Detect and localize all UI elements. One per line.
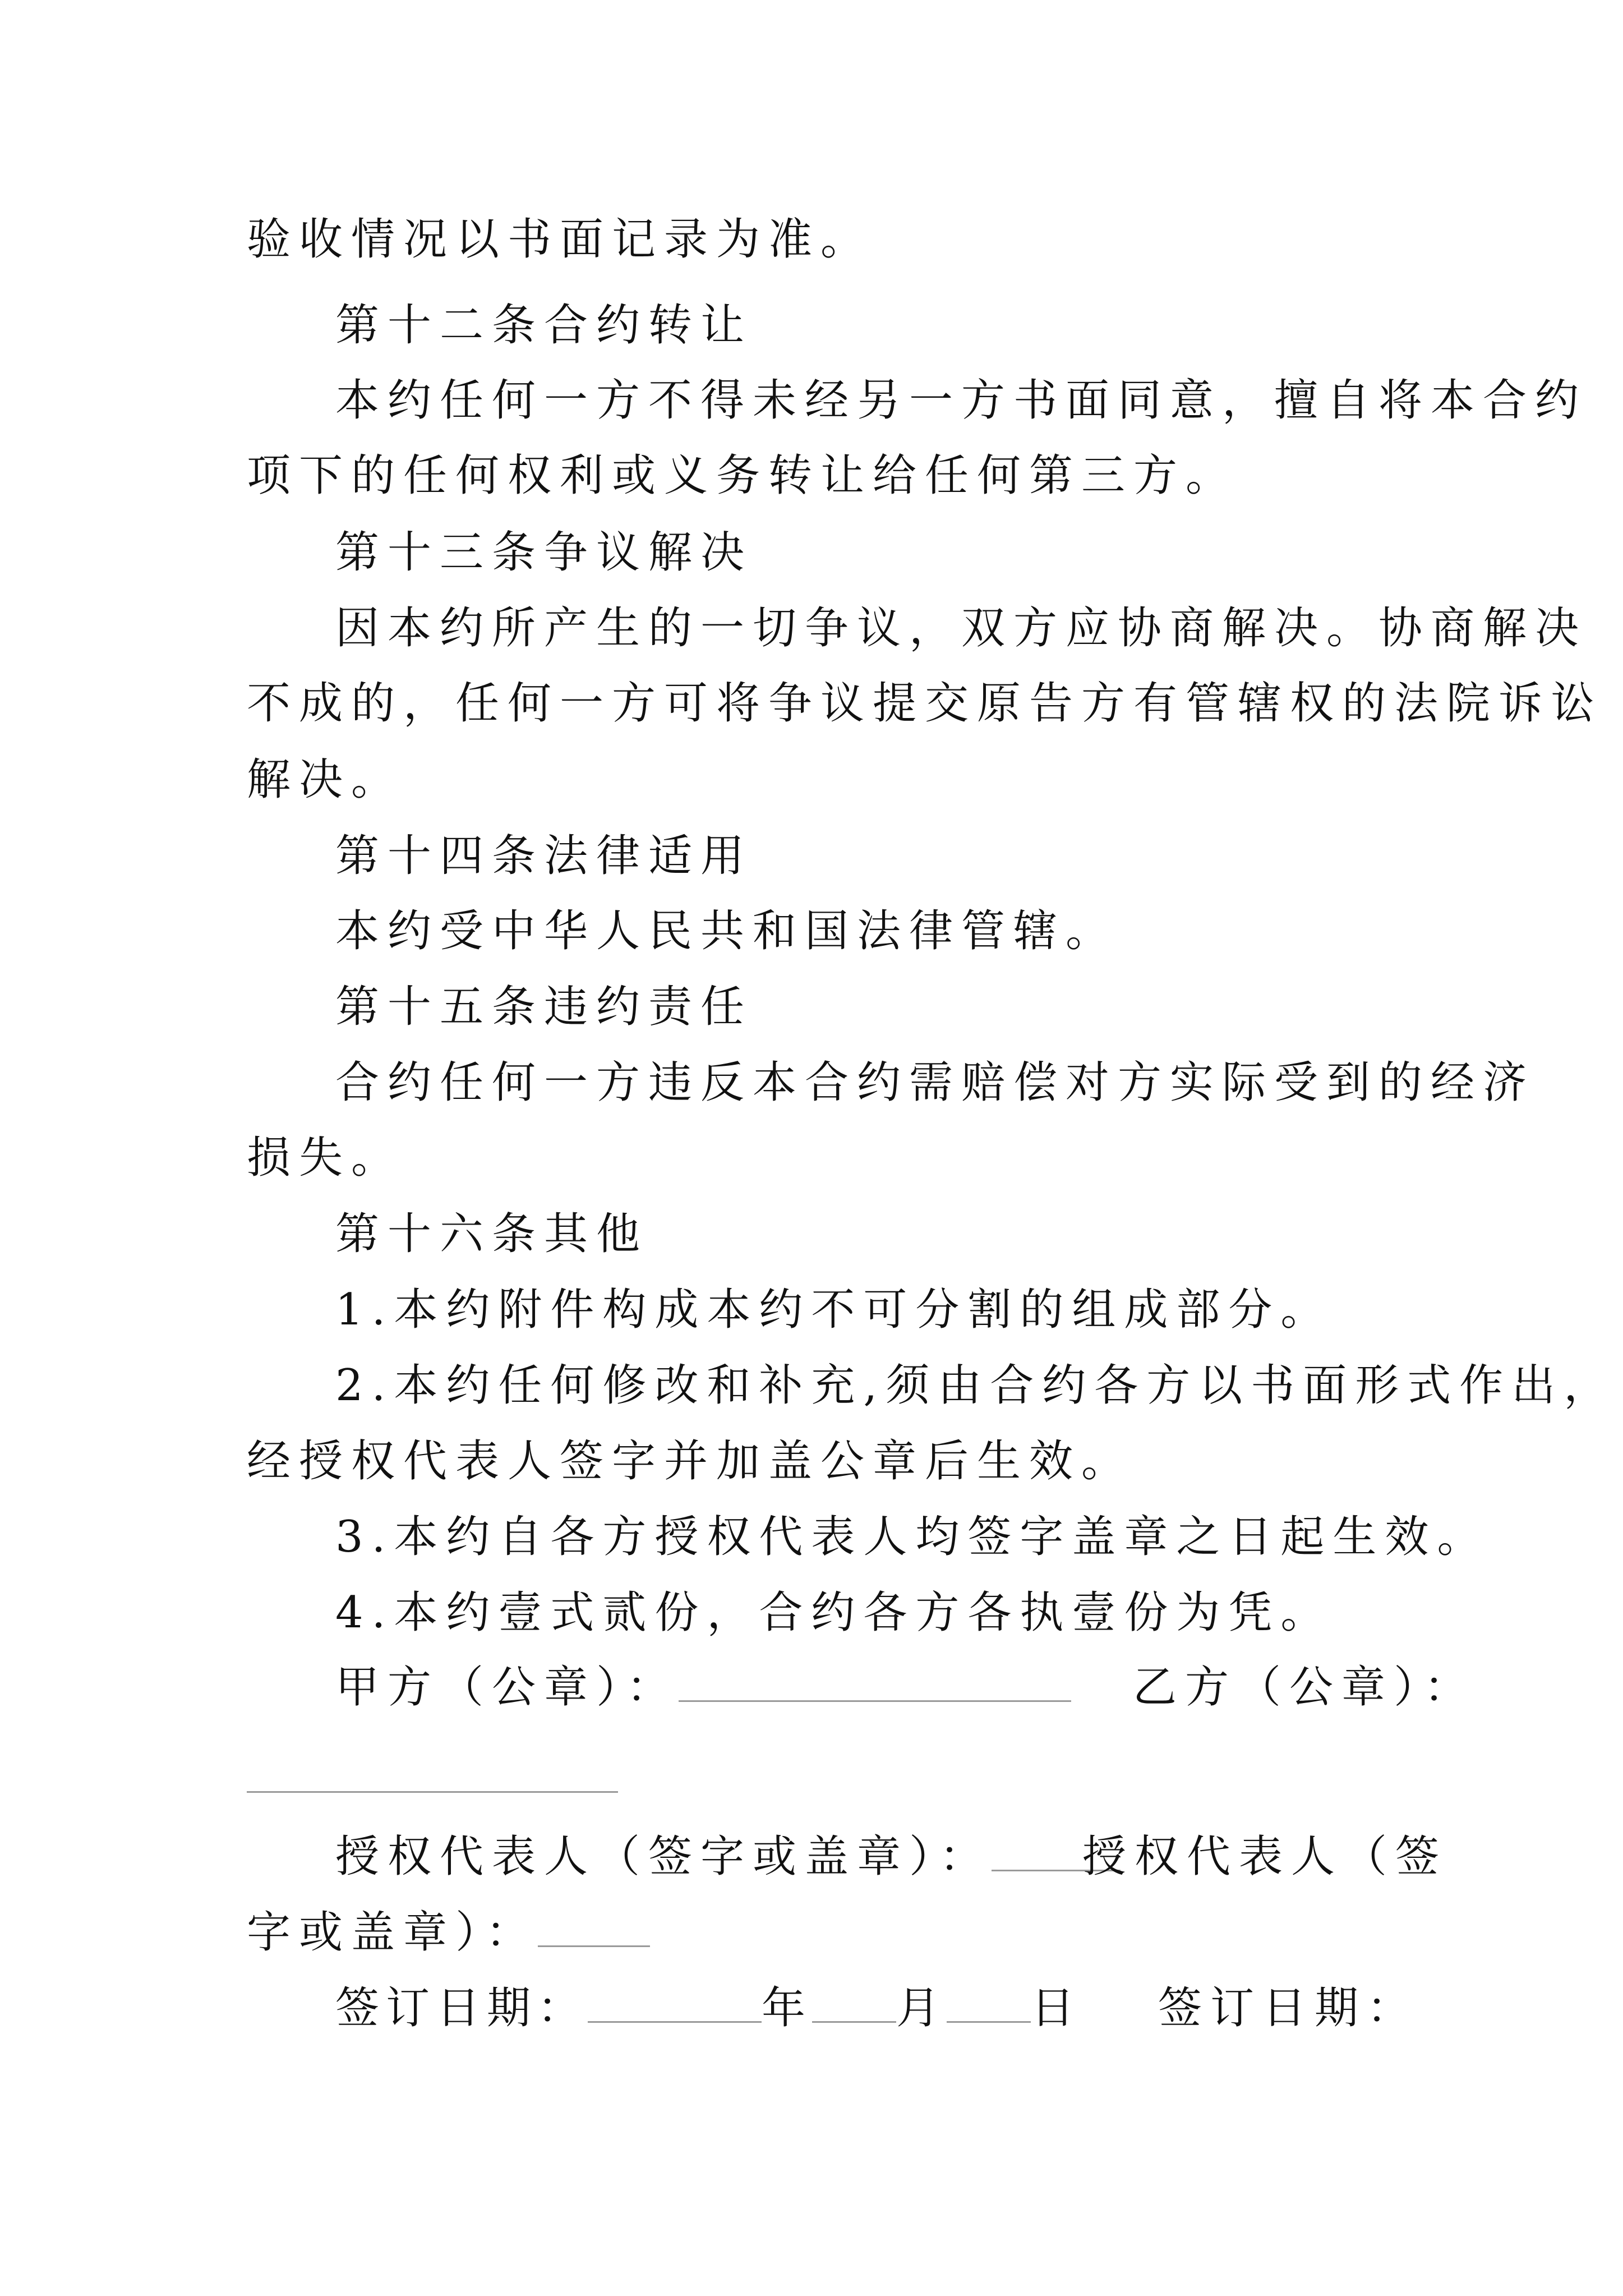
year-label: 年 — [762, 1983, 813, 2033]
paragraph-article-13-line1: 因本约所产生的一切争议，双方应协商解决。协商解决 — [335, 603, 1588, 654]
heading-article-12: 第十二条合约转让 — [335, 300, 753, 351]
paragraph-article-14: 本约受中华人民共和国法律管辖。 — [335, 906, 1118, 956]
date-b-label: 签订日期： — [1158, 1983, 1419, 2033]
month-label: 月 — [896, 1983, 947, 2033]
date-a-row — [335, 1980, 1081, 2036]
list-item-4: 4.本约壹式贰份，合约各方各执壹份为凭。 — [335, 1588, 1333, 1638]
list-item-1: 1.本约附件构成本约不可分割的组成部分。 — [335, 1285, 1333, 1335]
party-a-seal-row — [335, 1659, 1071, 1715]
paragraph-article-15-line2: 损失。 — [247, 1133, 404, 1183]
month-blank — [812, 1982, 896, 2023]
party-b-label: 乙方（公章）： — [1133, 1662, 1477, 1713]
rep-b-row — [247, 1904, 650, 1961]
paragraph-article-15-line1: 合约任何一方违反本合约需赔偿对方实际受到的经济 — [335, 1057, 1536, 1108]
date-a-label: 签订日期： — [335, 1983, 588, 2033]
party-a-seal-blank — [679, 1661, 1071, 1702]
day-label: 日 — [1031, 1983, 1082, 2033]
list-item-3: 3.本约自各方授权代表人均签字盖章之日起生效。 — [335, 1512, 1490, 1562]
rep-b-signature-blank — [538, 1906, 650, 1947]
party-a-label: 甲方（公章）： — [335, 1662, 679, 1713]
list-item-2-line2: 经授权代表人签字并加盖公章后生效。 — [247, 1436, 1134, 1487]
paragraph-article-13-line2: 不成的，任何一方可将争议提交原告方有管辖权的法院诉讼 — [247, 678, 1603, 729]
list-item-2-line1: 2.本约任何修改和补充,须由合约各方以书面形式作出， — [335, 1360, 1616, 1411]
paragraph-acceptance: 验收情况以书面记录为准。 — [247, 214, 873, 265]
party-b-seal-blank — [247, 1791, 618, 1793]
heading-article-13: 第十三条争议解决 — [335, 527, 753, 578]
day-blank — [947, 1982, 1031, 2023]
paragraph-article-12-line2: 项下的任何权利或义务转让给任何第三方。 — [247, 450, 1238, 501]
heading-article-16: 第十六条其他 — [335, 1209, 649, 1259]
heading-article-15: 第十五条违约责任 — [335, 982, 753, 1032]
paragraph-article-13-line3: 解决。 — [247, 754, 404, 805]
year-blank — [588, 1982, 762, 2023]
rep-a-label: 授权代表人（签字或盖章）： — [335, 1832, 992, 1882]
rep-b-label-line1: 授权代表人（签 — [1082, 1832, 1448, 1882]
heading-article-14: 第十四条法律适用 — [335, 831, 753, 881]
paragraph-article-12-line1: 本约任何一方不得未经另一方书面同意，擅自将本合约 — [335, 375, 1588, 426]
rep-a-row — [335, 1829, 1121, 1885]
rep-b-label-line2: 字或盖章）： — [247, 1907, 538, 1958]
